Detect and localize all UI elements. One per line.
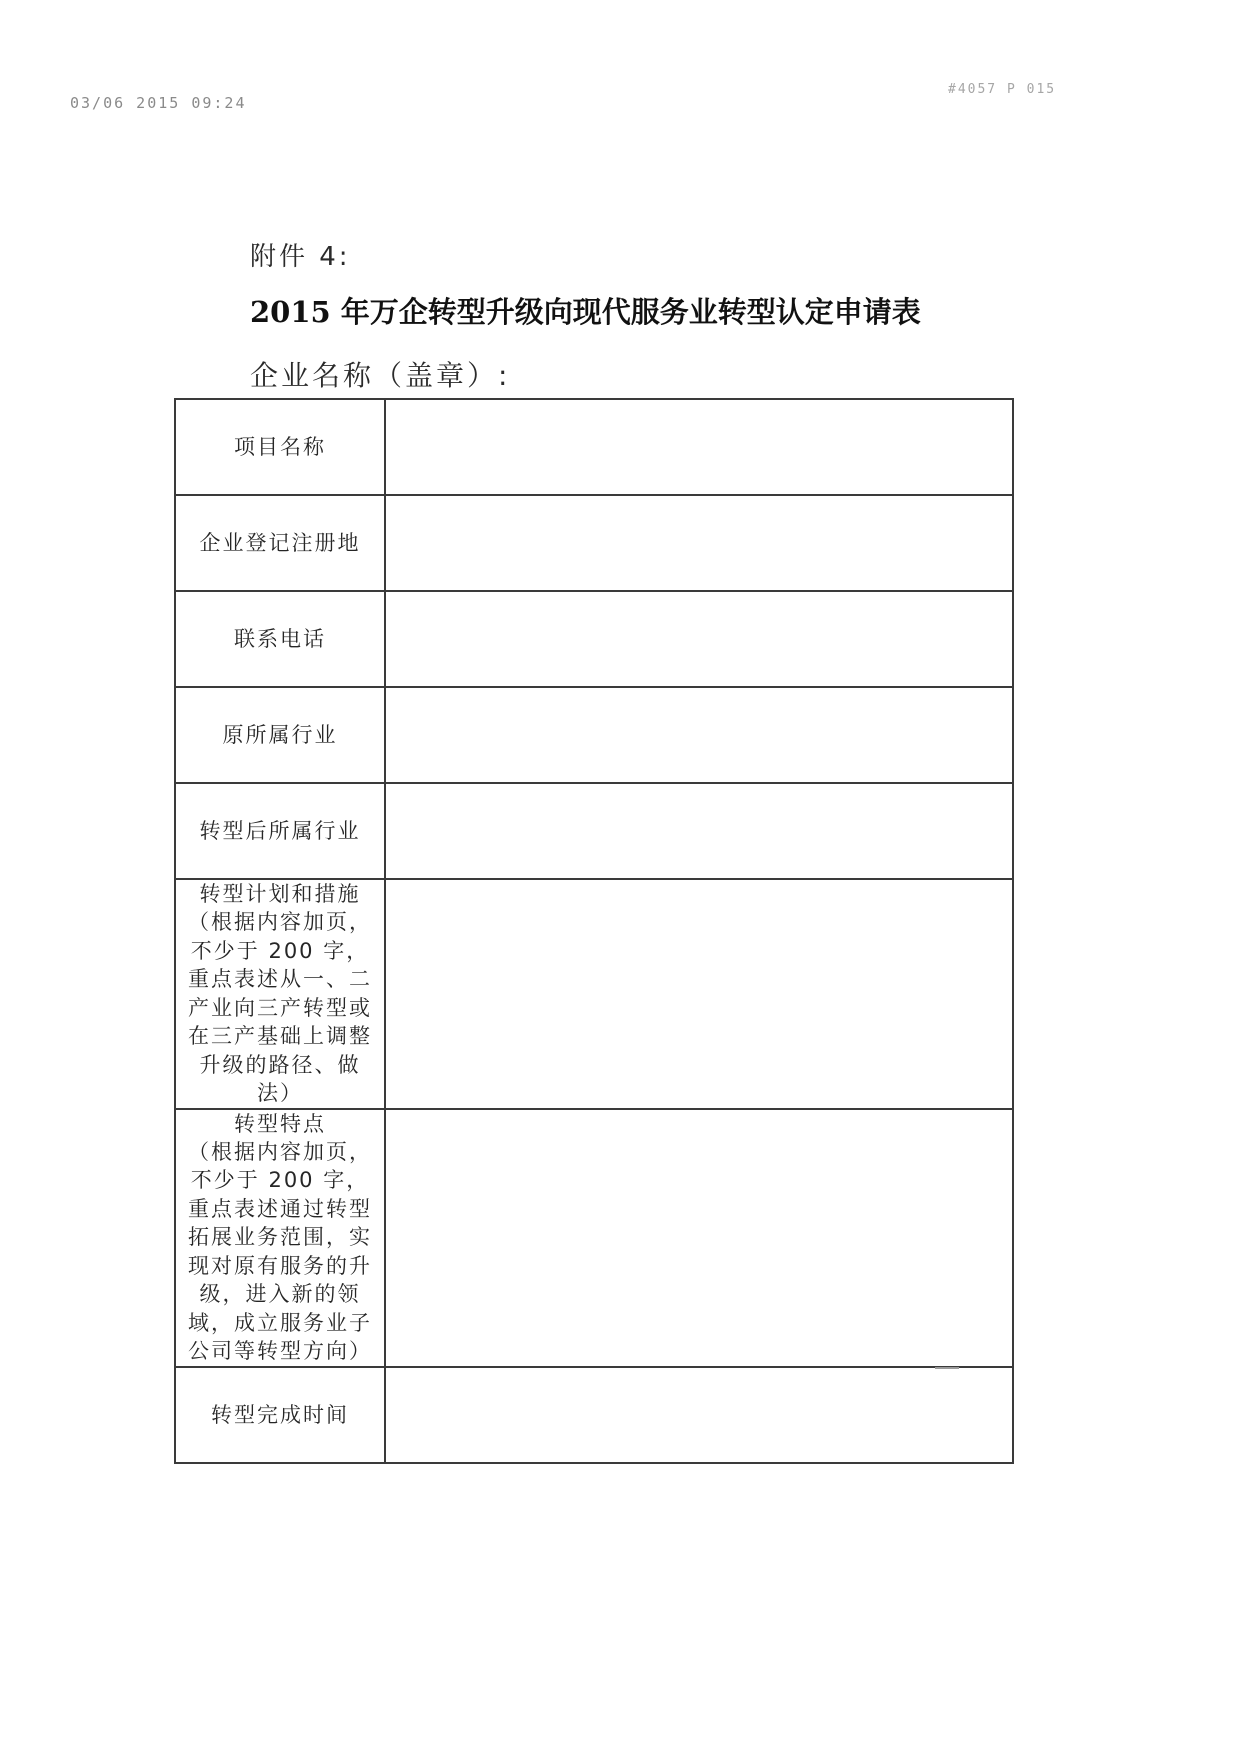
row-label: 转型后所属行业 [199,819,361,843]
row-label: 联系电话 [234,627,326,651]
row-note: （根据内容加页，不少于 200 字，重点表述通过转型拓展业务范围，实现对原有服务的升级，进入新的领域，成立服务业子公司等转型方向） [188,1139,372,1363]
label-cell [175,783,385,879]
row-label: 转型完成时间 [211,1402,349,1427]
label-cell [175,399,385,495]
application-form-table [174,398,1014,1464]
row-label: 转型特点 [234,1111,326,1136]
fax-timestamp: 03/06 2015 09:24 [70,94,247,112]
original-industry-field[interactable] [385,687,1013,783]
form-row-contact-phone [175,591,1013,687]
row-label: 转型计划和措施 [199,882,361,906]
label-cell [175,495,385,591]
attachment-label: 附件 4: [250,242,351,272]
form-row-new-industry [175,783,1013,879]
row-note: （根据内容加页，不少于 200 字，重点表述从一、二产业向三产转型或在三产基础上调整升级的路径、做法） [188,910,372,1105]
form-row-registration-place [175,495,1013,591]
form-row-transformation-features [175,1109,1013,1367]
label-cell [175,1109,385,1367]
row-label: 企业登记注册地 [199,531,361,555]
transformation-features-field[interactable] [385,1109,1013,1367]
label-cell [175,1367,385,1463]
scan-artifact [935,1367,959,1369]
new-industry-field[interactable] [385,783,1013,879]
completion-time-field[interactable] [385,1367,1013,1463]
row-label: 项目名称 [234,435,326,459]
document-title: 2015 年万企转型升级向现代服务业转型认定申请表 [250,295,921,329]
label-cell [175,591,385,687]
registration-place-field[interactable] [385,495,1013,591]
form-row-completion-time [175,1367,1013,1463]
transformation-plan-field[interactable] [385,879,1013,1109]
form-row-project-name [175,399,1013,495]
row-label: 原所属行业 [222,723,338,747]
label-cell [175,687,385,783]
label-cell [175,879,385,1109]
form-row-original-industry [175,687,1013,783]
company-name-label: 企业名称（盖章）: [250,359,511,392]
fax-page-code: #4057 P 015 [948,82,1057,97]
form-row-transformation-plan [175,879,1013,1109]
project-name-field[interactable] [385,399,1013,495]
contact-phone-field[interactable] [385,591,1013,687]
